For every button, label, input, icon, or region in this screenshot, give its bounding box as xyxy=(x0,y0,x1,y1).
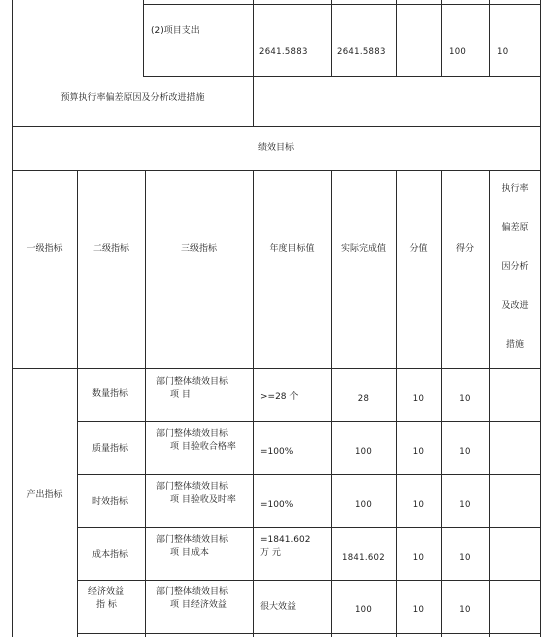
header-score: 得分 xyxy=(455,244,474,254)
level1-output-indicator: 产出指标 xyxy=(26,490,63,500)
header-remark xyxy=(497,183,533,378)
performance-title: 绩效目标 xyxy=(257,143,294,153)
score-value: 10 xyxy=(497,47,509,57)
row-weight: 10 xyxy=(412,553,425,563)
row-level3-line1: 部门整体绩效目标 xyxy=(156,535,229,545)
row-target: =100% xyxy=(260,447,294,457)
row-score: 10 xyxy=(459,500,471,510)
row-score: 10 xyxy=(459,605,471,615)
header-remark-line: 偏差原 xyxy=(501,223,529,233)
row-actual: 1841.602 xyxy=(342,553,385,563)
row-target-line2: 万 元 xyxy=(260,548,281,558)
row-actual: 100 xyxy=(354,500,373,510)
row-level3-line2: 项 目经济效益 xyxy=(170,600,227,610)
row-level2: 质量指标 xyxy=(92,444,129,454)
execution-rate-value: 100 xyxy=(449,47,467,57)
row-level3-line2: 项 目验收及时率 xyxy=(170,495,236,505)
row-level3-line2: 项 目 xyxy=(170,390,191,400)
annual-budget-value: 2641.5883 xyxy=(259,47,308,57)
header-level3: 三级指标 xyxy=(180,244,217,254)
row-level2: 时效指标 xyxy=(92,497,129,507)
row-level2: 成本指标 xyxy=(92,550,129,560)
row-level2-line2: 指 标 xyxy=(96,600,117,610)
header-target: 年度目标值 xyxy=(269,244,315,254)
header-actual: 实际完成值 xyxy=(340,244,386,254)
row-target: 很大效益 xyxy=(260,602,297,612)
row-level3-line1: 部门整体绩效目标 xyxy=(156,377,229,387)
row-level3-line2: 项 目成本 xyxy=(170,548,209,558)
row-score: 10 xyxy=(459,394,471,404)
header-remark-line: 执行率 xyxy=(501,184,529,194)
row-actual: 100 xyxy=(354,605,373,615)
header-level1: 一级指标 xyxy=(26,244,63,254)
row-actual: 28 xyxy=(357,394,370,404)
header-remark-line: 因分析 xyxy=(501,262,529,272)
row-level3-line1: 部门整体绩效目标 xyxy=(156,587,229,597)
deviation-label: 预算执行率偏差原因及分析改进措施 xyxy=(60,93,205,103)
row-weight: 10 xyxy=(412,447,425,457)
header-remark-line: 及改进 xyxy=(501,301,529,311)
row-actual: 100 xyxy=(354,447,373,457)
row-target-line1: =1841.602 xyxy=(260,535,311,545)
header-weight: 分值 xyxy=(409,244,428,254)
row-level3-line2: 项 目验收合格率 xyxy=(170,442,236,452)
row-weight: 10 xyxy=(412,605,425,615)
row-weight: 10 xyxy=(412,500,425,510)
row-level3-line1: 部门整体绩效目标 xyxy=(156,482,229,492)
actual-expense-value: 2641.5883 xyxy=(337,47,386,57)
row-level2-line1: 经济效益 xyxy=(88,587,125,597)
header-level2: 二级指标 xyxy=(92,244,129,254)
row-target: >=28 个 xyxy=(260,392,299,402)
header-remark-line: 措施 xyxy=(505,340,524,350)
row-score: 10 xyxy=(459,447,471,457)
project-expense-label: (2)项目支出 xyxy=(151,26,200,36)
row-target: =100% xyxy=(260,500,294,510)
row-level2: 数量指标 xyxy=(92,389,129,399)
row-score: 10 xyxy=(459,553,471,563)
row-level3-line1: 部门整体绩效目标 xyxy=(156,429,229,439)
row-weight: 10 xyxy=(412,394,425,404)
